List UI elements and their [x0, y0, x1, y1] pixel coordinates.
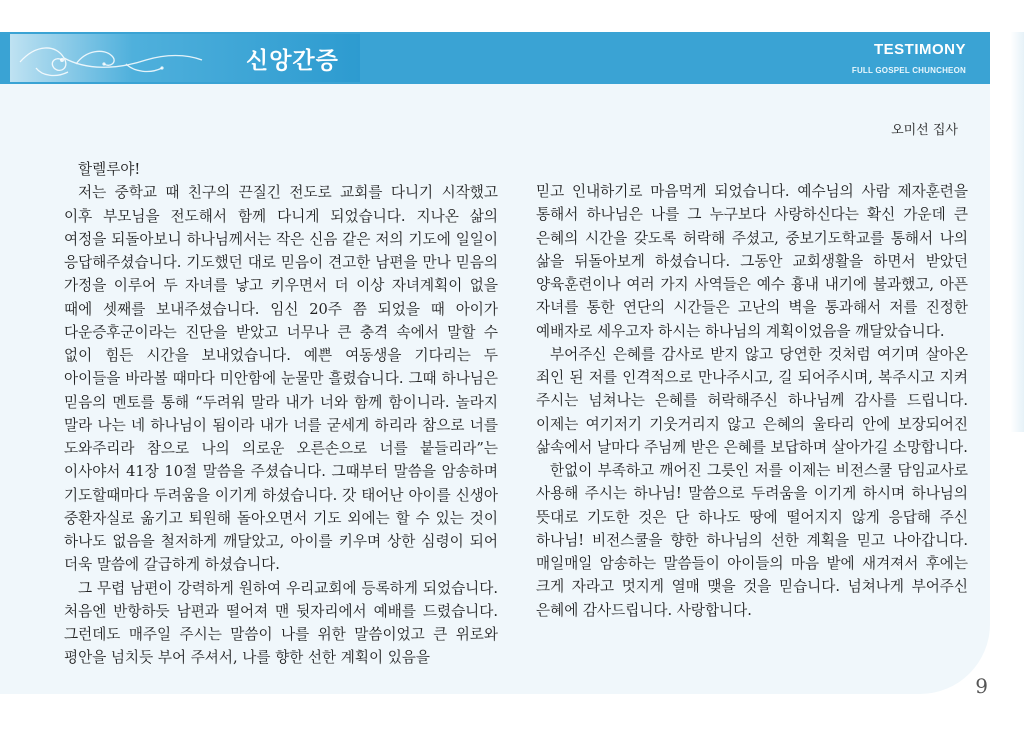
church-name: FULL GOSPEL CHUNCHEON: [851, 66, 966, 75]
paragraph: 부어주신 은혜를 감사로 받지 않고 당연한 것처럼 여기며 살아온 죄인 된 저를 인격적으로 만나주시고, 길 되어주시며, 복주시고 지켜 주시는 넘쳐나는 은혜를 허락해주신 하나님께 감사를 드립니다. 이제는 여기저기 기웃거리지 않고 은혜의 울타리 안에 보장되어진 삶속에서 날마다 주님께 받은 은혜를 보답하며 살아가길 소망합니다.: [536, 345, 968, 456]
paragraph: 믿고 인내하기로 마음먹게 되었습니다. 예수님의 사람 제자훈련을 통해서 하나님은 나를 그 누구보다 사랑하신다는 확신 가운데 큰 은혜의 시간을 갖도록 허락해 주셨고, 중보기도학교를 통해서 나의 삶을 뒤돌아보게 하셨습니다. 그동안 교회생활을 하면서 받았던 양육훈련이나 여러 가지 사역들은 예수 흉내 내기에 불과했고, 아픈 자녀를 통한 연단의 시간들은 고난의 벽을 통과해서 저를 진정한 예배자로 세우고자 하시는 하나님의 계획이었음을 깨달았습니다.: [536, 183, 968, 340]
text-column-left: [64, 158, 498, 670]
author-name: 오미선 집사: [891, 123, 958, 138]
page-edge-shadow: [990, 32, 1024, 432]
paragraph: 한없이 부족하고 깨어진 그릇인 저를 이제는 비전스쿨 담임교사로 사용해 주시는 하나님! 말씀으로 두려움을 이기게 하시며 하나님의 뜻대로 기도한 것은 단 하나도 땅에 떨어지지 않게 응답해 주신 하나님! 비전스쿨을 향한 하나님의 선한 계획을 믿고 나아갑니다. 매일매일 암송하는 말씀들이 아이들의 마음 밭에 새겨져서 후에는 크게 자라고 멋지게 열매 맺을 것을 믿습니다. 넘쳐나게 부어주신 은혜에 감사드립니다. 사랑합니다.: [536, 462, 968, 619]
decorative-swirl-icon: [16, 40, 206, 80]
paragraph: 할렐루야!: [78, 161, 141, 178]
text-column-right: [536, 180, 968, 622]
section-title: 신앙간증: [246, 48, 339, 74]
testimony-label: TESTIMONY: [873, 41, 966, 58]
paragraph: 그 무렵 남편이 강력하게 원하여 우리교회에 등록하게 되었습니다. 처음엔 반항하듯 남편과 떨어져 맨 뒷자리에서 예배를 드렸습니다. 그런데도 매주일 주시는 말씀이 나를 위한 말씀이었고 큰 위로와 평안을 넘치듯 부어 주셔서, 나를 향한 선한 계획이 있음을: [64, 579, 498, 667]
page-number: 9: [975, 674, 988, 698]
paragraph: 저는 중학교 때 친구의 끈질긴 전도로 교회를 다니기 시작했고 이후 부모님을 전도해서 함께 다니게 되었습니다. 지나온 삶의 여정을 되돌아보니 하나님께서는 작은 신음 같은 저의 기도에 일일이 응답해주셨습니다. 기도했던 대로 믿음이 견고한 남편을 만나 믿음의 가정을 이루어 두 자녀를 낳고 키우면서 더 이상 자녀계획이 없을 때에 셋째를 보내주셨습니다. 임신 20주 쯤 되었을 때 아이가 다운증후군이라는 진단을 받았고 너무나 큰 충격 속에서 말할 수 없이 힘든 시간을 보내었습니다. 예쁜 여동생을 기다리는 두 아이들을 바라볼 때마다 미안함에 눈물만 흘렸습니다. 그때 하나님은 믿음의 멘토를 통해 “두려워 말라 내가 너와 함께 함이니라. 놀라지 말라 나는 네 하나님이 됨이라 내가 너를 굳세게 하리라 참으로 너를 도와주리라 참으로 나의 의로운 오른손으로 너를 붙들리라”는 이사야서 41장 10절 말씀을 주셨습니다. 그때부터 말씀을 암송하며 기도할때마다 두려움을 이기게 하셨습니다. 갓 태어난 아이를 신생아 중환자실로 옮기고 퇴원해 돌아오면서 기도 외에는 할 수 있는 것이 하나도 없음을 철저하게 깨달았고, 아이를 키우며 상한 심령이 되어 더욱 말씀에 갈급하게 하셨습니다.: [64, 184, 498, 574]
